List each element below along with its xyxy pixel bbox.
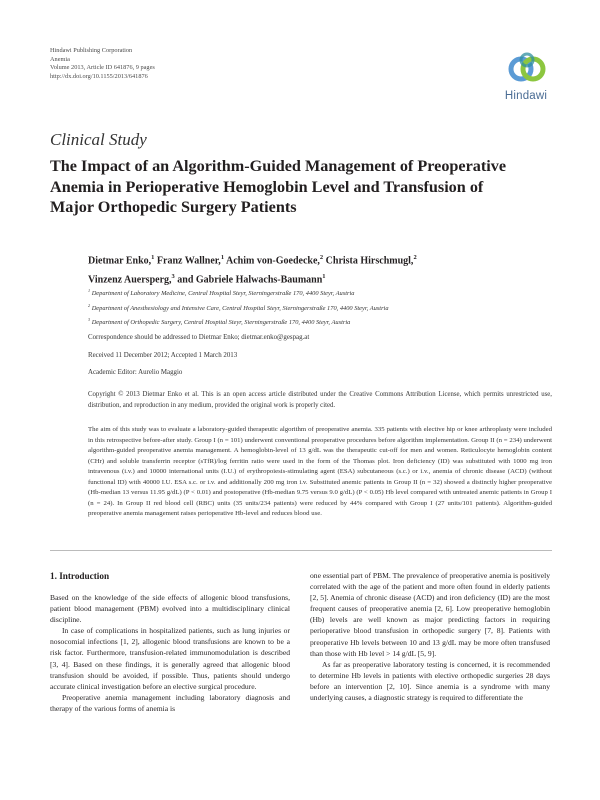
- affiliation-marker: 3: [88, 317, 91, 323]
- affiliation-item: [88, 314, 558, 329]
- publisher-name: Hindawi Publishing Corporation: [50, 47, 133, 54]
- author-line-1: [88, 250, 528, 269]
- study-type: Clinical Study: [50, 130, 147, 149]
- correspondence: Correspondence should be addressed to Dietmar Enko; dietmar.enko@gespag.at: [88, 334, 310, 341]
- affiliation-marker: 2: [88, 302, 91, 308]
- affiliation-item: [88, 285, 558, 300]
- affiliation-text: Department of Orthopedic Surgery, Central Hospital Steyr, Sierningerstraße 170, 4400 Steyr, Austria: [91, 319, 351, 327]
- author-affil-marker: 2: [413, 254, 417, 261]
- body-paragraph: Preoperative anemia management including laboratory diagnosis and therapy of the various forms of anemia is: [50, 692, 290, 713]
- doi-link[interactable]: http://dx.doi.org/10.1155/2013/641876: [50, 72, 148, 80]
- body-paragraph: As far as preoperative laboratory testing is concerned, it is recommended to determine Hb levels in patients with elective orthopedic surgeries 28 days before an intervention [2, 10]. Since anemia is a syndrome with many underlying causes, a diagnostic strategy is required to differentiate the: [310, 659, 550, 703]
- logo-wordmark: Hindawi: [504, 90, 548, 102]
- academic-editor: Academic Editor: Aurelio Maggio: [88, 369, 183, 376]
- author-affil-marker: 3: [171, 273, 175, 281]
- publisher-info: [50, 47, 155, 81]
- body-column-right: [310, 570, 550, 703]
- author-name: Vinzenz Auersperg,: [88, 274, 172, 286]
- body-paragraph: In case of complications in hospitalized patients, such as lung injuries or nosocomial infections [1, 2], allogenic blood transfusions are known to be a risk factor. Furthermore, transfusion-related immunomodulation is described [3, 4]. Based on these findings, it is generally agreed that allogenic blood transfusion should be avoided, if possible. Thus, patients should undergo accurate clinical investigation before an elective surgical procedure.: [50, 626, 290, 691]
- volume-info: Volume 2013, Article ID 641876, 9 pages: [50, 64, 155, 72]
- author-list: [88, 250, 528, 289]
- body-column-left: [50, 570, 290, 714]
- abstract: The aim of this study was to evaluate a laboratory-guided therapeutic algorithm of preoperative anemia. 335 patients with elective hip or knee arthroplasty were included in this retrospective before-after study. Group I (n = 101) underwent conventional preoperative procedures before algorithm implementation. Group II (n = 234) underwent algorithm-guided preoperative anemia management. A hemoglobin-level of 13 g/dL was the therapeutic cut-off for men and women. Reticulocyte hemoglobin content (CHr) and soluble transferrin receptor (sTfR)/log ferritin ratio were used in the form of the Thomas plot. Iron deficiency (ID) was substituted with 1000 mg iron intravenous (i.v.) and 10000 international units (I.U.) of erythropoiesis-stimulating agent (ESA) subcutaneous (s.c.) or i.v., anemia of chronic disease (ACD) (without functional ID) with 40000 I.U. ESA s.c. or i.v. and additionally 200 mg iron i.v. Substituted anemic patients in Group II (n = 32) showed a distinctly higher preoperative (Hb-median 13 versus 11.95 g/dL) (P < 0.01) and postoperative (Hb-median 9.75 versus 9.0 g/dL) (P < 0.05) Hb level compared with untreated anemic patients in Group I (n = 24). In Group II red blood cell (RBC) units (35 units/234 patients) were reduced by 44% compared with Group I (27 units/101 patients). Algorithm-guided preoperative anemia management raises perioperative Hb-level and reduces blood use.: [88, 426, 552, 517]
- author-name: Christa Hirschmugl,: [325, 255, 414, 267]
- author-affil-marker: 1: [322, 273, 326, 281]
- received-accepted-dates: Received 11 December 2012; Accepted 1 March 2013: [88, 352, 238, 359]
- author-affil-marker: 1: [151, 254, 155, 261]
- author-affil-marker: 1: [220, 254, 225, 261]
- affiliation-item: [88, 300, 558, 315]
- body-paragraph: Based on the knowledge of the side effects of allogenic blood transfusions, patient blood management (PBM) evolved into a multidisciplinary clinical discipline.: [50, 593, 290, 625]
- section-divider: [50, 550, 552, 551]
- affiliation-list: [88, 285, 558, 329]
- body-paragraph: one essential part of PBM. The prevalence of preoperative anemia is positively correlated with the age of the patient and more often found in elderly patients [2, 5]. Anemia of chronic disease (ACD) and iron deficiency (ID) are the most frequent causes of preoperative anemia [2, 6]. Low preoperative hemoglobin (Hb) levels are well known as major predicting factors in requiring perioperative blood transfusion in orthopedic surgery [7, 8]. Patients with preoperative Hb levels between 10 and 13 g/dL may be more often transfused than those with Hb level > 14 g/dL [5, 9].: [310, 571, 550, 658]
- author-name: Franz Wallner,: [156, 255, 221, 267]
- author-name: Achim von-Goedecke,: [226, 255, 320, 267]
- affiliation-text: Department of Anesthesiology and Intensive Care, Central Hospital Steyr, Sierningerstraße 170, 4400 Steyr, Austria: [91, 304, 389, 312]
- article-title: The Impact of an Algorithm-Guided Management of Preoperative Anemia in Perioperative Hemoglobin Level and Transfusion of Major Orthopedic Surgery Patients: [50, 157, 507, 216]
- author-name: and Gabriele Halwachs-Baumann: [177, 274, 323, 286]
- affiliation-text: Department of Laboratory Medicine, Central Hospital Steyr, Sierningerstraße 170, 4400 Steyr, Austria: [91, 290, 355, 298]
- section-heading: 1. Introduction: [50, 571, 110, 581]
- copyright-notice: Copyright © 2013 Dietmar Enko et al. This is an open access article distributed under the Creative Commons Attribution License, which permits unrestricted use, distribution, and reproduction in any medium, provided the original work is properly cited.: [88, 391, 552, 409]
- journal-name: Anemia: [50, 55, 70, 63]
- author-affil-marker: 2: [319, 254, 324, 261]
- author-name: Dietmar Enko,: [88, 255, 152, 267]
- affiliation-marker: 1: [88, 288, 91, 293]
